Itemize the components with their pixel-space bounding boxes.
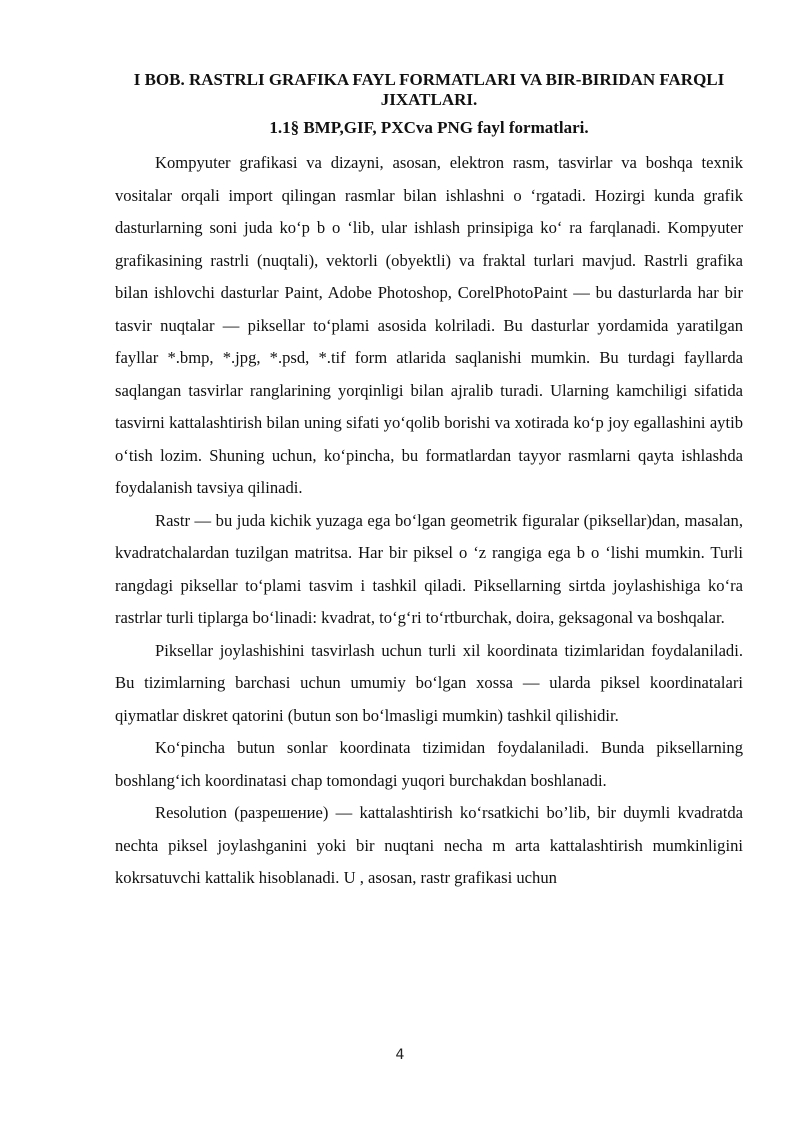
paragraph-5: Resolution (разрешение) — kattalashtirish ko‘rsatkichi bo’lib, bir duymli kvadratda nechta piksel joylashganini yoki bir nuqtani necha m arta kattalashtirish mumkinligini kokrsatuvchi kattalik hisoblanadi. U , asosan, rastr grafikasi uchun [115,803,743,887]
paragraph-1: Kompyuter grafikasi va dizayni, asosan, elektron rasm, tasvirlar va boshqa texnik vositalar orqali import qilingan rasmlar bilan ishlashni o ‘rgatadi. Hozirgi kunda grafik dasturlarning soni juda ko‘p b o ‘lib, ular ishlash prinsipiga ko‘ ra farqlanadi. Kompyuter grafikasining rastrli (nuqtali), vektorli (obyektli) va fraktal turlari mavjud. Rastrli grafika bilan ishlovchi dasturlar Paint, Adobe Photoshop, CorelPhotoPaint — bu dasturlarda har bir tasvir nuqtalar — piksellar to‘plami asosida kolriladi. Bu dasturlar yordamida yaratilgan fayllar *.bmp, *.jpg, *.psd, *.tif form atlarida saqlanishi mumkin. Bu turdagi fayllarda saqlangan tasvirlar ranglarining yorqinligi bilan ajralib turadi. Ularning kamchiligi sifatida tasvirni kattalashtirish bilan uning sifati yo‘qolib borishi va xotirada ko‘p joy egallashini aytib o‘tish lozim. Shuning uchun, ko‘pincha, bu formatlardan tayyor rasmlarni qayta ishlashda foydalanish tavsiya qilinadi. [115,153,743,497]
page-number: 4 [395,1047,405,1063]
page-content [115,70,743,895]
chapter-title: I BOB. RASTRLI GRAFIKA FAYL FORMATLARI VA BIR-BIRIDAN FARQLI JIXATLARI. [133,70,725,109]
paragraph-4: Ko‘pincha butun sonlar koordinata tizimidan foydalaniladi. Bunda piksellarning boshlang‘ich koordinatasi chap tomondagi yuqori burchakdan boshlanadi. [115,738,743,790]
paragraph-3: Piksellar joylashishini tasvirlash uchun turli xil koordinata tizimlaridan foydalaniladi. Bu tizimlarning barchasi uchun umumiy bo‘lgan xossa — ularda piksel koordinatalari qiymatlar diskret qatorini (butun son bo‘lmasligi mumkin) tashkil qilishidir. [115,640,743,725]
paragraph-2: Rastr — bu juda kichik yuzaga ega bo‘lgan geometrik figuralar (piksellar)dan, masalan, kvadratchalardan tuzilgan matritsa. Har bir piksel o ‘z rangiga ega b o ‘lishi mumkin. Turli rangdagi piksellar to‘plami tasvim i tashkil qiladi. Piksellarning sirtda joylashishiga ko‘ra rastrlar turli tiplarga bo‘linadi: kvadrat, to‘g‘ri to‘rtburchak, doira, geksagonal va boshqalar. [115,510,743,627]
section-title: 1.1§ BMP,GIF, PXCva PNG fayl formatlari. [269,118,589,137]
